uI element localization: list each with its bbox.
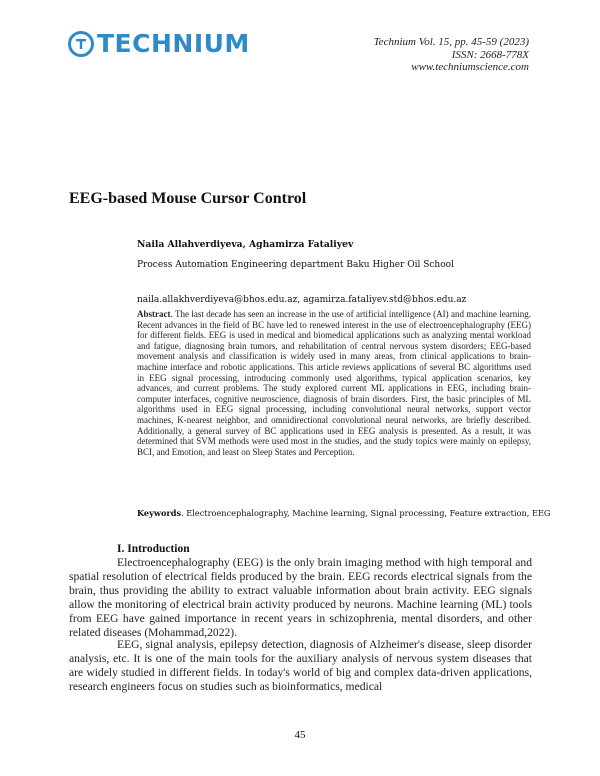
section-heading-introduction: I. Introduction (117, 543, 190, 555)
keywords-label: Keywords (137, 508, 182, 518)
paper-authors: Naila Allahverdiyeva, Aghamirza Fataliyev (137, 239, 354, 250)
intro-paragraph-2: EEG, signal analysis, epilepsy detection, diagnosis of Alzheimer's disease, sleep disorder analysis, etc. It is one of the main tools for the auxiliary analysis of nervous system diseases that are widely studied in different fields. In today's world of big and complex data-driven applications, research engineers focus on studies such as bioinformatics, medical (69, 638, 532, 693)
keywords (137, 508, 550, 518)
abstract-text: . The last decade has seen an increase in the use of artificial intelligence (AI) and machine learning. Recent advances in the field of BC have led to renewed interest in the use of electroencephalography (EEG) for different fields. EEG is used in medical and biomedical applications such as analyzing mental workload and fatigue, diagnosing brain tumors, and rehabilitation of central nervous system disorders; EEG-based movement analysis and classification is widely used in many areas, from clinical applications to brain-machine interface and robotic applications. This article reviews applications of several BC algorithms used in EEG signal processing, introducing commonly used algorithms, typical application scenarios, key advances, and current problems. The study explored current ML applications in EEG, including brain-computer interfaces, cognitive neuroscience, diagnosis of brain disorders. First, the basic principles of ML algorithms used in EEG signal processing, including convolutional neural networks, support vector machines, K-nearest neighbor, and omnidirectional convolutional neural networks, are briefly described. Additionally, a general survey of BC applications used in EEG analysis is presented. As a result, it was determined that SVM methods were used most in the studies, and the study topics were mainly on epilepsy, BCI, and Emotion, and least on Sleep States and Perception. (137, 309, 531, 457)
keywords-text: . Electroencephalography, Machine learning, Signal processing, Feature extraction, EEG (181, 508, 551, 518)
technium-emblem-icon (68, 31, 94, 57)
page-number: 45 (294, 729, 306, 741)
journal-info (374, 36, 529, 74)
paper-title: EEG-based Mouse Cursor Control (69, 190, 307, 207)
journal-volume: Technium Vol. 15, pp. 45-59 (2023) (373, 36, 529, 48)
abstract (137, 309, 531, 457)
logo-text: TECHNIUM (97, 29, 250, 58)
intro-paragraph-1: Electroencephalography (EEG) is the only brain imaging method with high temporal and spatial resolution of electrical fields produced by the brain. EEG records electrical signals from the brain, thus providing the ability to extract valuable information about brain activity. EEG signals allow the monitoring of electrical brain activity produced by neurons. Machine learning (ML) tools from EEG have gained importance in recent years in schizophrenia, mental disorders, and other related diseases (Mohammad,2022). (69, 556, 532, 639)
journal-issn: ISSN: 2668-778X (451, 48, 529, 61)
journal-website: www.techniumscience.com (411, 61, 529, 73)
paper-emails: naila.allakhverdiyeva@bhos.edu.az, agamirza.fataliyev.std@bhos.edu.az (137, 295, 467, 305)
paper-affiliation: Process Automation Engineering department Baku Higher Oil School (137, 260, 454, 270)
abstract-label: Abstract (137, 309, 171, 319)
journal-logo (68, 31, 250, 57)
